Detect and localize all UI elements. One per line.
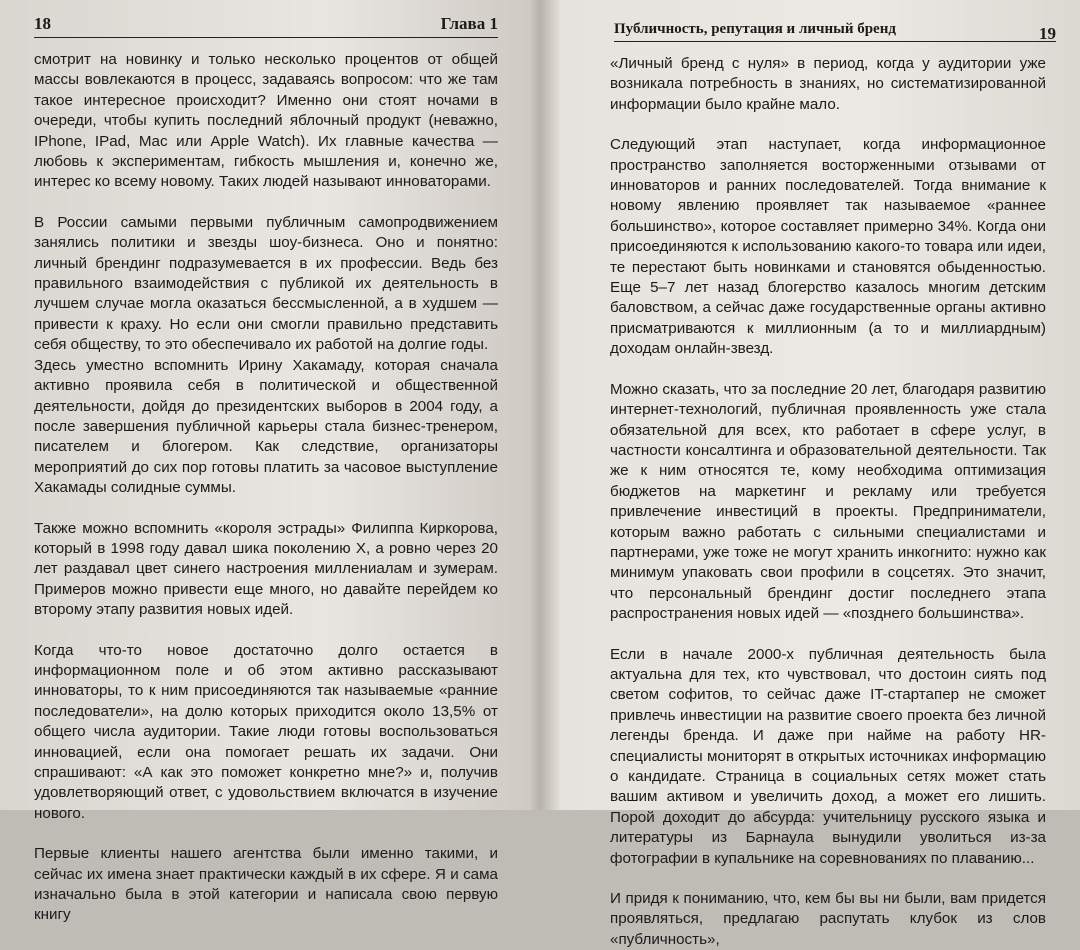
right-page-header — [614, 18, 1056, 42]
paragraph: Если в начале 2000-х публичная деятельность была актуальна для тех, кто чувствовал, что достоин сиять под светом софитов, то сейчас даже IT-стартапер не сможет привлечь инвестиции на развитие своего проекта без личной легенды бренда. И даже при найме на работу HR-специалисты мониторят в открытых источниках информацию о кандидате. Страница в социальных сетях может стать вашим активом и увеличить доход, а может его лишить. Порой доходит до абсурда: учительницу русского языка и литературы из Барнаула вынудили уволиться из-за фотографии в купальнике на соревнованиях по плаванию... — [610, 645, 1046, 867]
paragraph: В России самыми первыми публичным самопродвижением занялись политики и звезды шоу-бизнеса. Оно и понятно: личный брендинг подразумевается в их профессии. Ведь без правильного взаимодействия с публикой их деятельность в лучшем случае могла оказаться бессмысленной, а в худшем — привести к краху. Но если они смогли правильно представить себя обществу, то это обеспечивало их работой на долгие годы. — [34, 213, 498, 354]
running-head: Глава 1 — [440, 14, 498, 33]
paragraph: Также можно вспомнить «короля эстрады» Филиппа Киркорова, который в 1998 году давал шика поколению X, а ровно через 20 лет раздавал цвет синего настроения миллениалам и зумерам. Примеров можно привести еще много, но давайте перейдем ко второму этапу развития новых идей. — [34, 519, 498, 619]
paragraph: Можно сказать, что за последние 20 лет, благодаря развитию интернет-технологий, публичная проявленность уже стала обязательной для всех, кто работает в сфере услуг, в частности консалтинга и образовательной деятельности. Так же к ним относятся те, кому необходима оптимизация бюджетов на маркетинг и рекламу или требуется привлечение инвестиций в проекты. Предприниматели, которым важно работать с сильными специалистами и партнерами, уже тоже не могут хранить инкогнито: нужно как минимум упаковать свои профили в соцсетях. Это значит, что персональный брендинг достиг последнего этапа распространения новых идей — «позднего большинства». — [610, 380, 1046, 623]
page-number: 18 — [34, 14, 51, 33]
running-head: Публичность, репутация и личный бренд — [614, 21, 896, 37]
left-page-body — [34, 50, 498, 926]
right-page-body — [610, 54, 1046, 950]
paragraph: Здесь уместно вспомнить Ирину Хакамаду, которая сначала активно проявила себя в политической и общественной деятельности, дойдя до президентских выборов в 2004 году, а после завершения публичной карьеры стала бизнес-тренером, писателем и блогером. Как следствие, организаторы мероприятий до сих пор готовы платить за часовое выступление Хакамады солидные суммы. — [34, 356, 498, 497]
right-page — [548, 0, 1080, 948]
paragraph: Первые клиенты нашего агентства были именно такими, и сейчас их имена знает практически каждый в их сфере. Я и сама изначально была в этой категории и написала свою первую книгу — [34, 845, 498, 924]
page-number: 19 — [1039, 24, 1056, 43]
paragraph: И придя к пониманию, что, кем бы вы ни были, вам придется проявляться, предлагаю распутать клубок из слов «публичность», — [610, 890, 1046, 948]
paragraph: Следующий этап наступает, когда информационное пространство заполняется восторженными отзывами от инноваторов и ранних последователей. Тогда внимание к новому явлению проявляет так называемое «раннее большинство», которое составляет примерно 34%. Когда они присоединяются к использованию какого-то товара или идеи, те перестают быть новинками и становятся обыденностью. Еще 5–7 лет назад блогерство казалось многим детским баловством, а сейчас даже государственные органы активно присматриваются к миллионным (а то и миллиардным) доходам онлайн-звезд. — [610, 136, 1046, 358]
left-page — [0, 0, 536, 924]
left-page-header — [34, 14, 498, 38]
paragraph: Когда что-то новое достаточно долго остается в информационном поле и об этом активно рассказывают инноваторы, то к ним присоединяются так называемые «ранние последователи», на долю которых приходится около 13,5% от общего числа аудитории. Такие люди готовы воспользоваться инновацией, если она помогает решать их задачи. Они спрашивают: «А как это поможет конкретно мне?» и, получив удовлетворяющий ответ, с удовольствием включатся в изучение нового. — [34, 641, 498, 822]
paragraph: «Личный бренд с нуля» в период, когда у аудитории уже возникала потребность в знаниях, но систематизированной информации было крайне мало. — [610, 55, 1046, 113]
paragraph: смотрит на новинку и только несколько процентов от общей массы вовлекаются в процесс, задаваясь вопросом: что же там такое интересное происходит? Именно они стоят ночами в очереди, чтобы купить последний яблочный продукт (неважно, IPhone, IPad, Mac или Apple Watch). Их главные качества — любовь к экспериментам, гибкость мышления и, конечно же, интерес ко всему новому. Таких людей называют инноваторами. — [34, 51, 498, 191]
